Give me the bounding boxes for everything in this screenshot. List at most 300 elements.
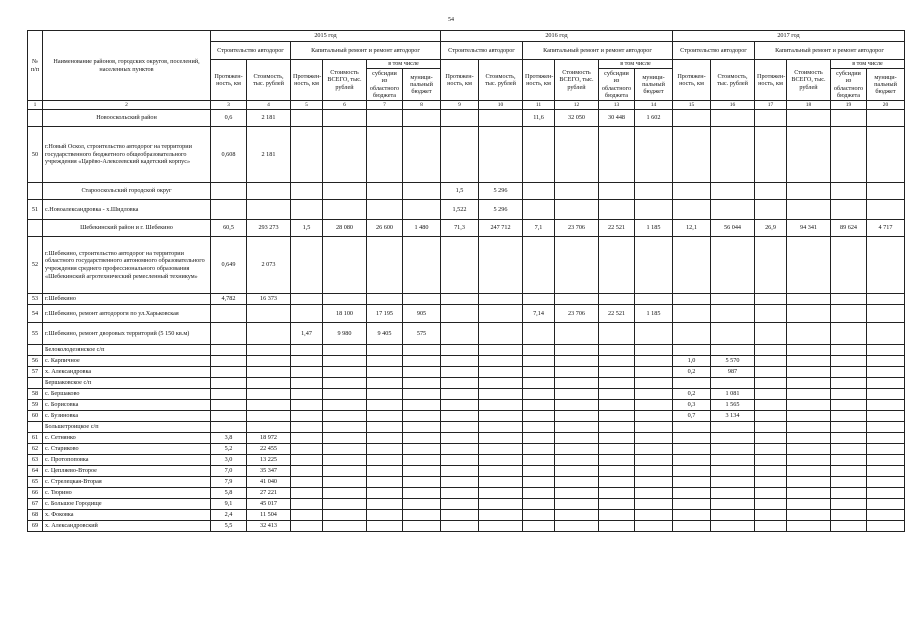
value-cell	[367, 433, 403, 444]
value-cell	[755, 305, 787, 323]
value-cell: 22 521	[599, 305, 635, 323]
value-cell	[599, 389, 635, 400]
value-cell	[755, 323, 787, 345]
value-cell	[755, 400, 787, 411]
including-header: в том числе	[367, 60, 441, 69]
page-number: 54	[448, 17, 454, 23]
value-cell: 4,782	[211, 294, 247, 305]
value-cell: 293 273	[247, 220, 291, 237]
value-cell: 5,5	[211, 521, 247, 532]
construction-header: Строительство автодорог	[441, 42, 523, 60]
value-cell	[635, 356, 673, 367]
value-cell	[831, 305, 867, 323]
value-cell	[479, 127, 523, 183]
value-cell	[599, 433, 635, 444]
table-row	[28, 127, 905, 183]
value-cell	[831, 323, 867, 345]
value-cell	[523, 183, 555, 200]
value-cell	[755, 466, 787, 477]
value-cell	[555, 389, 599, 400]
value-cell	[247, 389, 291, 400]
table-body	[28, 110, 905, 532]
row-name-cell: с. Борисовка	[43, 400, 211, 411]
value-cell	[831, 294, 867, 305]
value-cell	[711, 521, 755, 532]
table-row	[28, 323, 905, 345]
value-cell	[211, 305, 247, 323]
value-cell	[403, 127, 441, 183]
value-cell: 7,14	[523, 305, 555, 323]
value-cell	[479, 521, 523, 532]
row-number-cell	[28, 422, 43, 433]
value-cell	[599, 378, 635, 389]
value-cell	[523, 433, 555, 444]
value-cell	[291, 305, 323, 323]
row-name-cell: с. Протопоповка	[43, 455, 211, 466]
value-cell: 0,649	[211, 237, 247, 294]
value-cell	[441, 345, 479, 356]
value-cell: 0,2	[673, 367, 711, 378]
row-name-cell: г.Шебекино	[43, 294, 211, 305]
value-cell	[367, 510, 403, 521]
value-cell	[635, 444, 673, 455]
value-cell	[479, 367, 523, 378]
value-cell	[867, 305, 905, 323]
table-header	[28, 31, 905, 110]
row-number-cell: 68	[28, 510, 43, 521]
value-cell	[523, 389, 555, 400]
value-cell	[523, 200, 555, 220]
row-number-cell: 60	[28, 411, 43, 422]
column-index-cell: 1	[28, 101, 43, 110]
value-cell	[247, 400, 291, 411]
value-cell: 13 225	[247, 455, 291, 466]
value-cell	[291, 466, 323, 477]
year-2016-header: 2016 год	[441, 31, 673, 42]
value-cell	[479, 400, 523, 411]
value-cell	[787, 305, 831, 323]
value-cell	[635, 510, 673, 521]
value-cell: 22 455	[247, 444, 291, 455]
value-cell: 3,0	[211, 455, 247, 466]
value-cell	[367, 110, 403, 127]
value-cell: 3,8	[211, 433, 247, 444]
row-name-cell: с. Бершаково	[43, 389, 211, 400]
value-cell	[711, 466, 755, 477]
row-name-cell: х. Александровка	[43, 367, 211, 378]
value-cell	[673, 323, 711, 345]
value-cell: 1 185	[635, 220, 673, 237]
value-cell	[755, 521, 787, 532]
value-cell	[403, 477, 441, 488]
value-cell	[291, 422, 323, 433]
value-cell	[323, 127, 367, 183]
value-cell	[635, 521, 673, 532]
value-cell: 1,522	[441, 200, 479, 220]
value-cell	[867, 422, 905, 433]
value-cell	[291, 488, 323, 499]
value-cell	[635, 455, 673, 466]
value-cell	[599, 499, 635, 510]
value-cell: 45 017	[247, 499, 291, 510]
value-cell	[787, 477, 831, 488]
value-cell	[323, 444, 367, 455]
value-cell	[831, 444, 867, 455]
value-cell	[523, 356, 555, 367]
value-cell	[555, 294, 599, 305]
value-cell: 987	[711, 367, 755, 378]
value-cell	[755, 183, 787, 200]
table-row	[28, 389, 905, 400]
value-cell	[291, 345, 323, 356]
value-cell	[831, 521, 867, 532]
table-row	[28, 294, 905, 305]
value-cell	[441, 455, 479, 466]
value-cell	[787, 356, 831, 367]
value-cell	[403, 411, 441, 422]
table-row	[28, 400, 905, 411]
repair-header: Капитальный ремонт и ремонт автодорог	[291, 42, 441, 60]
value-cell	[291, 477, 323, 488]
column-index-cell: 20	[867, 101, 905, 110]
value-cell	[367, 183, 403, 200]
value-cell: 17 195	[367, 305, 403, 323]
value-cell: 32 050	[555, 110, 599, 127]
value-cell: 5 570	[711, 356, 755, 367]
value-cell	[323, 367, 367, 378]
value-cell	[755, 444, 787, 455]
table-row	[28, 237, 905, 294]
value-cell	[555, 466, 599, 477]
value-cell	[673, 477, 711, 488]
value-cell	[711, 433, 755, 444]
value-cell	[599, 183, 635, 200]
value-cell	[599, 521, 635, 532]
value-cell	[403, 433, 441, 444]
value-cell	[711, 237, 755, 294]
value-cell	[867, 488, 905, 499]
value-cell	[673, 488, 711, 499]
value-cell	[367, 422, 403, 433]
value-cell: 12,1	[673, 220, 711, 237]
value-cell	[787, 127, 831, 183]
value-cell	[367, 444, 403, 455]
value-cell	[367, 488, 403, 499]
row-number-cell: 62	[28, 444, 43, 455]
column-index-cell: 8	[403, 101, 441, 110]
value-cell	[323, 110, 367, 127]
value-cell	[523, 345, 555, 356]
value-cell	[555, 237, 599, 294]
value-cell	[599, 422, 635, 433]
value-cell	[211, 200, 247, 220]
value-cell	[673, 466, 711, 477]
value-cell	[673, 237, 711, 294]
value-cell	[323, 510, 367, 521]
value-cell	[831, 389, 867, 400]
value-cell	[291, 389, 323, 400]
value-cell	[599, 477, 635, 488]
value-cell	[441, 294, 479, 305]
value-cell: 35 347	[247, 466, 291, 477]
repair-header: Капитальный ремонт и ремонт автодорог	[523, 42, 673, 60]
value-cell	[635, 200, 673, 220]
value-cell: 1 185	[635, 305, 673, 323]
value-cell	[523, 367, 555, 378]
value-cell: 23 706	[555, 220, 599, 237]
value-cell	[403, 183, 441, 200]
value-cell	[291, 521, 323, 532]
value-cell	[403, 488, 441, 499]
value-cell	[367, 127, 403, 183]
row-name-cell: с. Большое Городище	[43, 499, 211, 510]
value-cell	[403, 367, 441, 378]
value-cell	[787, 455, 831, 466]
value-cell	[291, 455, 323, 466]
value-cell	[323, 237, 367, 294]
value-cell	[867, 367, 905, 378]
value-cell	[555, 422, 599, 433]
value-cell	[441, 510, 479, 521]
value-cell	[787, 378, 831, 389]
value-cell	[555, 499, 599, 510]
value-cell	[711, 323, 755, 345]
value-cell: 1,5	[441, 183, 479, 200]
value-cell	[755, 411, 787, 422]
value-cell	[211, 183, 247, 200]
value-cell: 0,3	[673, 400, 711, 411]
value-cell	[599, 367, 635, 378]
value-cell: 9 405	[367, 323, 403, 345]
value-cell	[367, 455, 403, 466]
value-cell: 5 296	[479, 183, 523, 200]
value-cell	[599, 356, 635, 367]
value-cell: 2,4	[211, 510, 247, 521]
value-cell	[867, 510, 905, 521]
value-cell	[441, 323, 479, 345]
value-cell	[555, 400, 599, 411]
value-cell	[711, 477, 755, 488]
value-cell	[831, 510, 867, 521]
subsidy-header: субсидии из областного бюджета	[599, 69, 635, 101]
value-cell	[673, 455, 711, 466]
value-cell	[323, 183, 367, 200]
value-cell: 60,5	[211, 220, 247, 237]
repair-length-header: Протяжен-ность, км	[523, 60, 555, 101]
value-cell	[291, 499, 323, 510]
value-cell	[673, 294, 711, 305]
value-cell	[441, 127, 479, 183]
municipal-header: муници-пальный бюджет	[403, 69, 441, 101]
row-number-cell: 55	[28, 323, 43, 345]
value-cell	[403, 389, 441, 400]
value-cell	[479, 499, 523, 510]
value-cell	[867, 444, 905, 455]
row-name-cell: с. Бузиновка	[43, 411, 211, 422]
value-cell	[755, 488, 787, 499]
table-row	[28, 433, 905, 444]
value-cell	[831, 127, 867, 183]
value-cell	[323, 433, 367, 444]
value-cell	[867, 356, 905, 367]
value-cell	[599, 127, 635, 183]
value-cell	[367, 411, 403, 422]
table-row	[28, 510, 905, 521]
value-cell	[831, 378, 867, 389]
value-cell: 247 712	[479, 220, 523, 237]
value-cell: 18 100	[323, 305, 367, 323]
table-row	[28, 466, 905, 477]
value-cell	[291, 183, 323, 200]
repair-header: Капитальный ремонт и ремонт автодорог	[755, 42, 905, 60]
value-cell	[211, 411, 247, 422]
value-cell	[367, 521, 403, 532]
value-cell	[479, 345, 523, 356]
value-cell	[555, 433, 599, 444]
value-cell	[831, 411, 867, 422]
construction-header: Строительство автодорог	[211, 42, 291, 60]
value-cell: 22 521	[599, 220, 635, 237]
value-cell	[523, 294, 555, 305]
row-name-cell: х. Александровский	[43, 521, 211, 532]
value-cell	[711, 345, 755, 356]
value-cell	[867, 499, 905, 510]
value-cell	[787, 294, 831, 305]
table-row	[28, 477, 905, 488]
value-cell: 0,2	[673, 389, 711, 400]
value-cell	[291, 510, 323, 521]
value-cell	[787, 488, 831, 499]
column-index-cell: 12	[555, 101, 599, 110]
value-cell	[755, 356, 787, 367]
value-cell	[673, 345, 711, 356]
row-number-cell: 53	[28, 294, 43, 305]
value-cell	[635, 389, 673, 400]
column-index-cell: 6	[323, 101, 367, 110]
value-cell	[755, 294, 787, 305]
value-cell	[403, 378, 441, 389]
value-cell: 89 624	[831, 220, 867, 237]
value-cell	[247, 422, 291, 433]
row-number-cell: 63	[28, 455, 43, 466]
row-name-cell: г.Новый Оскол, строительство автодорог на территории государственного бюджетного общеобразовательного учреждения «Царёво-Алексеевский кадетский корпус»	[43, 127, 211, 183]
row-number-cell: 64	[28, 466, 43, 477]
value-cell: 1 602	[635, 110, 673, 127]
row-name-cell: г.Шебекино, ремонт дворовых территорий (5 150 кв.м)	[43, 323, 211, 345]
value-cell	[479, 356, 523, 367]
value-cell	[291, 294, 323, 305]
subsidy-header: субсидии из областного бюджета	[367, 69, 403, 101]
value-cell	[247, 367, 291, 378]
value-cell	[523, 444, 555, 455]
value-cell	[403, 466, 441, 477]
value-cell	[323, 488, 367, 499]
value-cell	[711, 294, 755, 305]
value-cell	[787, 389, 831, 400]
value-cell	[831, 110, 867, 127]
column-index-cell: 19	[831, 101, 867, 110]
including-header: в том числе	[831, 60, 905, 69]
value-cell	[441, 444, 479, 455]
value-cell	[711, 455, 755, 466]
value-cell	[635, 345, 673, 356]
table-row	[28, 411, 905, 422]
value-cell	[635, 477, 673, 488]
value-cell	[247, 200, 291, 220]
value-cell	[555, 367, 599, 378]
value-cell	[867, 433, 905, 444]
value-cell	[441, 477, 479, 488]
value-cell: 11 504	[247, 510, 291, 521]
value-cell	[711, 305, 755, 323]
value-cell	[867, 455, 905, 466]
value-cell	[403, 455, 441, 466]
table-row	[28, 367, 905, 378]
row-name-cell: Шебекинский район и г. Шебекино	[43, 220, 211, 237]
construction-cost-header: Стоимость, тыс. рублей	[247, 60, 291, 101]
value-cell: 11,6	[523, 110, 555, 127]
value-cell	[441, 305, 479, 323]
value-cell	[755, 389, 787, 400]
value-cell	[787, 521, 831, 532]
table-row	[28, 422, 905, 433]
value-cell	[831, 499, 867, 510]
column-index-cell: 11	[523, 101, 555, 110]
value-cell	[555, 477, 599, 488]
value-cell: 1 565	[711, 400, 755, 411]
row-number-cell: 50	[28, 127, 43, 183]
value-cell	[755, 345, 787, 356]
value-cell	[291, 110, 323, 127]
value-cell	[367, 200, 403, 220]
value-cell	[247, 183, 291, 200]
value-cell	[367, 389, 403, 400]
value-cell	[755, 477, 787, 488]
value-cell	[635, 367, 673, 378]
value-cell	[211, 422, 247, 433]
value-cell: 0,7	[673, 411, 711, 422]
value-cell: 0,608	[211, 127, 247, 183]
value-cell	[787, 499, 831, 510]
value-cell	[291, 433, 323, 444]
value-cell	[635, 400, 673, 411]
value-cell	[403, 356, 441, 367]
year-2017-header: 2017 год	[673, 31, 905, 42]
value-cell	[367, 466, 403, 477]
value-cell: 2 181	[247, 127, 291, 183]
value-cell	[523, 521, 555, 532]
value-cell	[291, 378, 323, 389]
value-cell	[599, 444, 635, 455]
value-cell: 28 080	[323, 220, 367, 237]
value-cell	[755, 433, 787, 444]
value-cell	[787, 510, 831, 521]
value-cell	[831, 200, 867, 220]
value-cell	[555, 488, 599, 499]
row-number-cell: 61	[28, 433, 43, 444]
repair-cost-header: Стоимость ВСЕГО, тыс. рублей	[323, 60, 367, 101]
value-cell	[555, 356, 599, 367]
value-cell	[787, 466, 831, 477]
value-cell: 26,9	[755, 220, 787, 237]
value-cell: 1,5	[291, 220, 323, 237]
value-cell	[599, 488, 635, 499]
value-cell	[479, 378, 523, 389]
construction-cost-header: Стоимость, тыс. рублей	[711, 60, 755, 101]
value-cell	[479, 294, 523, 305]
value-cell	[867, 294, 905, 305]
value-cell	[599, 466, 635, 477]
